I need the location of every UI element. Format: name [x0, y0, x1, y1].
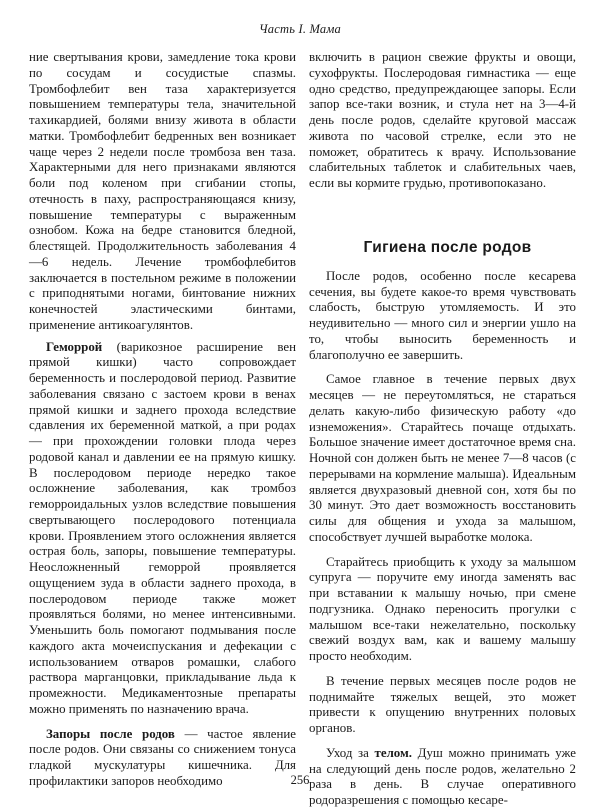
paragraph-constipation-text: — частое явление после родов. Они связаны со снижением тонуса гладкой мускулатуры кишечника. Для профилактики запоров необходимо — [29, 726, 296, 788]
section-heading: Гигиена после родов — [363, 238, 532, 256]
paragraph-constipation-continued: включить в рацион свежие фрукты и овощи, сухофрукты. Послеродовая гимнастика — еще одно средство, предупреждающее запоры. Если запор все-таки возник, и стула нет на 3—4-й день после родов, сделайте круговой массаж живота по часовой стрелке, если это не поможет, обратитесь к врачу. Использование слабительных таблеток и слабительных чаев, если вы кормите грудью, противопоказано. — [309, 50, 576, 190]
left-column — [29, 50, 296, 790]
term-constipation: Запоры после родов — [46, 726, 175, 741]
term-hemorrhoids: Геморрой — [46, 339, 103, 354]
right-column — [309, 50, 576, 809]
paragraph-hemorrhoids — [29, 340, 296, 718]
page-number: 256 — [290, 773, 310, 787]
paragraph-spouse-help: Старайтесь приобщить к уходу за малышом супруга — поручите ему иногда заменять вас при вставании к малышу ночью, при смене подгузника. Однако переносить прогулки с малышом все-таки нежелательно, поскольку свежий воздух вам, как и вашему малышу просто необходим. — [309, 554, 576, 663]
paragraph-body-care-text: Душ можно принимать уже на следующий день после родов, желательно 2 раза в день. В случае оперативного родоразрешения с помощью кесаре- — [309, 745, 576, 807]
term-body: телом. — [374, 745, 413, 760]
paragraph-rest: Самое главное в течение первых двух месяцев — не переутомляться, не стараться делать какую-либо физическую работу «до изнеможения». Старайтесь почаще отдыхать. Большое значение имеет достаточное время сна. Ночной сон должен быть не менее 7—8 часов (с перерывами на кормление малыша). Идеальным является двухразовый дневной сон, хотя бы по 30 минут. Это дает возможность восстановить силы для общения и ухода за малышом, способствует лучшей выработке молока. — [309, 372, 576, 544]
paragraph-heavy-lifting: В течение первых месяцев после родов не поднимайте тяжелых вещей, это может привести к опущению внутренних половых органов. — [309, 673, 576, 735]
running-head: Часть I. Мама — [259, 22, 341, 36]
paragraph-after-birth: После родов, особенно после кесарева сечения, вы будете какое-то время чувствовать слабость, быструю утомляемость. И это неудивительно — много сил и энергии ушло на то, чтобы выносить беременность и благополучно ее завершить. — [309, 268, 576, 362]
body-care-prefix: Уход за — [326, 745, 375, 760]
paragraph-thrombophlebitis: ние свертывания крови, замедление тока крови по сосудам и сосудистые спазмы. Тромбофлебит вен таза характеризуется повышением температуры тела, значительной тахикардией, болями внизу живота в области матки. Тромбофлебит бедренных вен возникает чаще через 2 недели после тромбоза вен таза. Характерными для него признаками являются боли под коленом при сгибании стопы, отечность в паху, распространяющаяся книзу, повышение температуры с выраженным ознобом. Кожа на бедре становится бледной, блестящей. Продолжительность заболевания 4—6 недель. Лечение тромбофлебитов заключается в постельном режиме в положении с приподнятыми ногами, бинтование нижних конечностей эластическими бинтами, применение антикоагулянтов. — [29, 50, 296, 332]
paragraph-hemorrhoids-text: (варикозное расширение вен прямой кишки) часто сопровождает беременность и послеродовой период. Развитие заболевания связано с застоем крови в венах прямой кишки и заднего прохода вследствие сдавления их беременной маткой, а при родах — при прохождении головки плода через родовой канал и давлении ее на прямую кишку. В послеродовом периоде нередко такое осложнение заболевания, как тромбоз геморроидальных узлов вследствие повышения свертывающего послеродового потенциала крови. Проявлением этого осложнения является острая боль, запоры, повышение температуры. Неосложненный геморрой проявляется ощущением зуда в области заднего прохода, в послеродовом периоде также может проявляться болями, но менее интенсивными. Уменьшить боль помогают подмывания после каждого акта мочеиспускания и дефекации с использованием отваров ромашки, слабого раствора марганцовки, прикладывание льда к промежности. Медикаментозные препараты можно применять по назначению врача. — [29, 339, 296, 716]
